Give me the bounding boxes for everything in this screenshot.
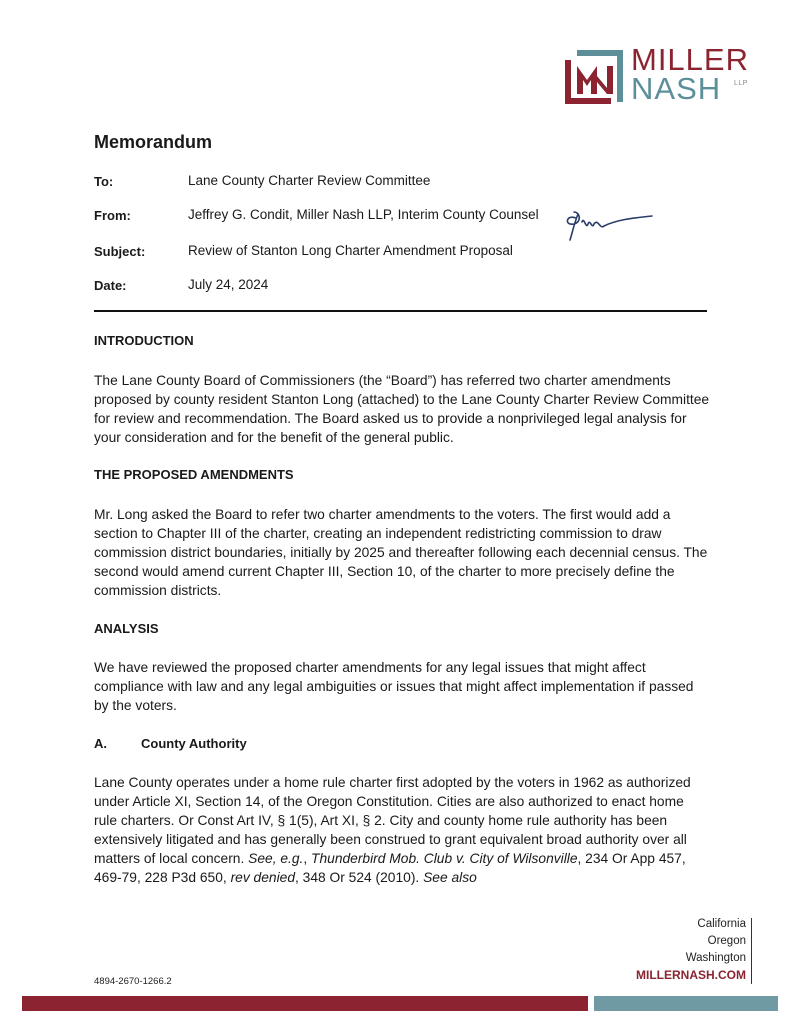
signature-icon	[560, 200, 660, 248]
footer-band-teal	[594, 996, 778, 1011]
from-value: Jeffrey G. Condit, Miller Nash LLP, Interim County Counsel	[188, 207, 539, 222]
footer-band-red	[22, 996, 588, 1011]
case-name: Thunderbird Mob. Club v. City of Wilsonville	[311, 851, 578, 866]
date-label: Date:	[94, 278, 127, 293]
footer-state-california: California	[697, 918, 746, 930]
subject-value: Review of Stanton Long Charter Amendment Proposal	[188, 243, 513, 258]
logo-word-miller: MILLER	[631, 42, 749, 77]
case-citation-2: , 348 Or 524 (2010).	[295, 870, 424, 885]
analysis-paragraph: We have reviewed the proposed charter amendments for any legal issues that might affect compliance with law and any legal ambiguities or issues that might affect implementation if passed by the voters.	[94, 660, 694, 713]
subheading-county-authority: County Authority	[141, 736, 247, 751]
rev-denied: rev denied	[230, 870, 295, 885]
header-divider	[94, 310, 707, 312]
to-label: To:	[94, 174, 114, 189]
footer-state-oregon: Oregon	[707, 935, 746, 947]
footer-vertical-rule	[751, 918, 752, 984]
county-authority-text: Lane County operates under a home rule charter first adopted by the voters in 1962 as authorized under Article XI, Section 14, of the Oregon Constitution. Cities are also authorized to enact home rule charters. Or Const Art IV, § 1(5), Art XI, § 2. City and county home rule authority has been extensively litigated and has generally been construed to grant equivalent broad authority over all matters of local concern.	[94, 775, 691, 866]
memo-title: Memorandum	[94, 132, 213, 152]
to-value: Lane County Charter Review Committee	[188, 173, 431, 188]
document-number: 4894-2670-1266.2	[94, 976, 172, 987]
cite-comma: ,	[303, 851, 312, 866]
logo-word-nash: NASH	[631, 71, 722, 106]
subject-label: Subject:	[94, 244, 146, 259]
footer-state-washington: Washington	[685, 952, 746, 964]
heading-introduction: INTRODUCTION	[94, 333, 194, 348]
miller-nash-logo	[563, 42, 763, 106]
logo-mark-icon	[563, 46, 627, 106]
subheading-letter: A.	[94, 736, 107, 751]
footer-offices	[626, 916, 746, 967]
introduction-paragraph: The Lane County Board of Commissioners (the “Board”) has referred two charter amendments proposed by county resident Stanton Long (attached) to the Lane County Charter Review Committee for review and recommendation. The Board asked us to provide a nonprivileged legal analysis for your consideration and for the benefit of the general public.	[94, 373, 710, 445]
signal-see-also: See also	[423, 870, 477, 885]
date-value: July 24, 2024	[188, 277, 269, 292]
from-label: From:	[94, 208, 131, 223]
amendments-paragraph: Mr. Long asked the Board to refer two charter amendments to the voters. The first would add a section to Chapter III of the charter, creating an independent redistricting commission to draw commission district boundaries, initially by 2025 and thereafter following each decennial census. The second would amend current Chapter III, Section 10, of the charter to more precisely define the commission districts.	[94, 507, 708, 598]
case-citation: , 234 Or App 457, 469-79, 228 P3d 650,	[94, 851, 686, 885]
heading-analysis: ANALYSIS	[94, 621, 159, 636]
footer-website: MILLERNASH.COM	[636, 968, 746, 982]
signal-see-eg: See, e.g.	[248, 851, 304, 866]
logo-llp: LLP	[734, 80, 748, 87]
heading-proposed-amendments: THE PROPOSED AMENDMENTS	[94, 467, 294, 482]
county-authority-paragraph	[94, 773, 710, 887]
